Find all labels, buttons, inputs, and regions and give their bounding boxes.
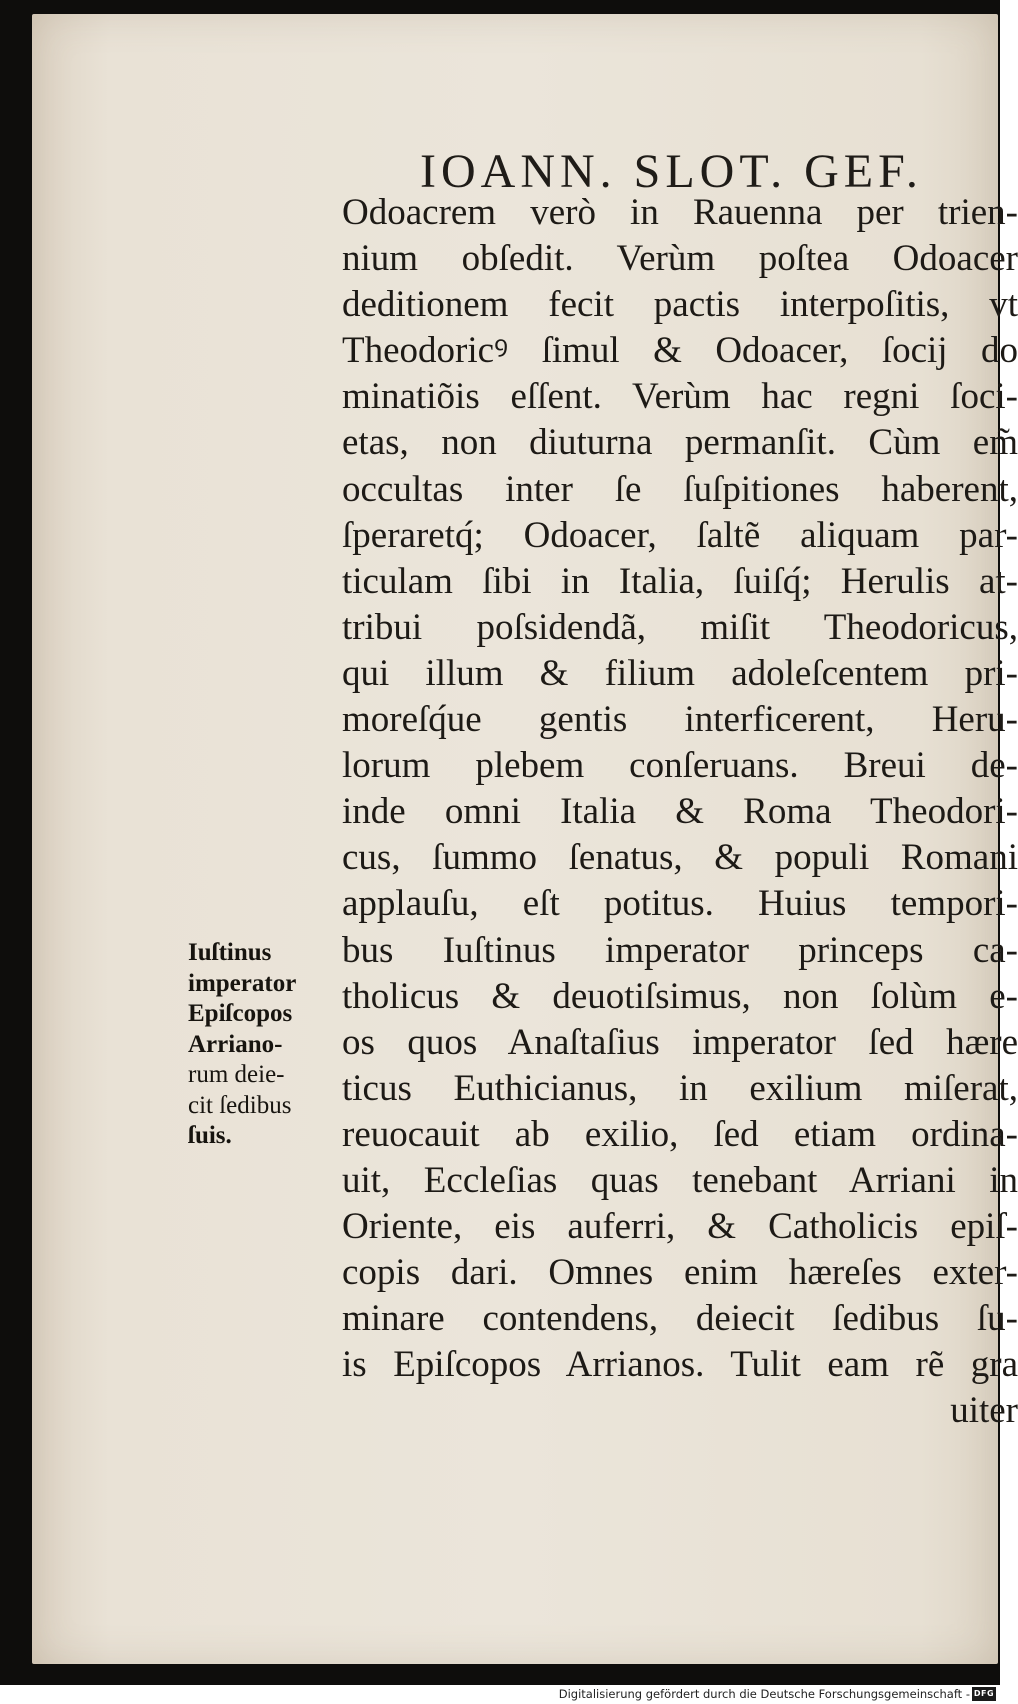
footer-bar xyxy=(0,1685,1000,1704)
body-line: applauſu, eſt potitus. Huius tempori- xyxy=(342,883,1018,925)
marginal-note-line: Epiſcopos xyxy=(188,1000,293,1027)
body-line: etas, non diuturna permanſit. Cùm em̃ xyxy=(342,422,1018,464)
body-line: Oriente, eis auferri, & Catholicis epiſ- xyxy=(342,1206,1018,1248)
body-line: tholicus & deuotiſsimus, non ſolùm e- xyxy=(342,975,1018,1017)
body-line: os quos Anaſtaſius imperator ſed hære xyxy=(342,1021,1018,1063)
body-line: minare contendens, deiecit ſedibus ſu- xyxy=(342,1298,1018,1340)
body-line: nium obſedit. Verùm poſtea Odoacer xyxy=(342,238,1018,280)
marginal-note-line: rum deie- xyxy=(188,1061,285,1088)
marginal-note-line: Iuſtinus xyxy=(188,939,272,966)
book-page xyxy=(32,14,1018,1664)
marginal-note-line: ſuis. xyxy=(188,1122,232,1149)
body-text xyxy=(342,190,1018,1435)
body-line: qui illum & filium adoleſcentem pri- xyxy=(342,652,1018,694)
body-line: Odoacrem verò in Rauenna per trien- xyxy=(342,192,1018,233)
body-line: minatiõis eſſent. Verùm hac regni ſoci- xyxy=(342,376,1018,418)
body-line: cus, ſummo ſenatus, & populi Romani xyxy=(342,837,1018,879)
body-line: ticulam ſibi in Italia, ſuiſq́; Herulis at- xyxy=(342,560,1018,602)
body-line: deditionem fecit pactis interpoſitis, vt xyxy=(342,284,1018,326)
running-head: IOANN. SLOT. GEF. xyxy=(420,145,923,198)
body-line: ticus Euthicianus, in exilium miſerat, xyxy=(342,1067,1018,1109)
marginal-note-line: Arriano- xyxy=(188,1030,283,1058)
marginal-note xyxy=(188,938,338,1152)
body-line: is Epiſcopos Arrianos. Tulit eam rẽ gra xyxy=(342,1344,1018,1386)
marginal-note-line: imperator xyxy=(188,969,297,997)
body-line: inde omni Italia & Roma Theodori- xyxy=(342,791,1018,833)
dfg-logo-icon: DFG xyxy=(972,1687,996,1701)
body-line: Theodoricꝰ ſimul & Odoacer, ſocij do xyxy=(342,330,1018,372)
body-line: lorum plebem conſeruans. Breui de- xyxy=(342,745,1018,787)
body-line: uit, Eccleſias quas tenebant Arriani in xyxy=(342,1159,1018,1201)
body-line: reuocauit ab exilio, ſed etiam ordina- xyxy=(342,1113,1018,1155)
catchword: uiter xyxy=(950,1390,1018,1432)
marginal-note-line: cit ſedibus xyxy=(188,1091,292,1119)
body-line: occultas inter ſe ſuſpitiones haberent, xyxy=(342,468,1018,510)
body-line: tribui poſsidendã, miſit Theodoricus, xyxy=(342,606,1018,648)
funding-credit: Digitalisierung gefördert durch die Deutsche Forschungsgemeinschaft - xyxy=(558,1687,970,1701)
body-line: moreſq́ue gentis interficerent, Heru- xyxy=(342,699,1018,741)
body-line: copis dari. Omnes enim hæreſes exter- xyxy=(342,1252,1018,1294)
body-line: bus Iuſtinus imperator princeps ca- xyxy=(342,929,1018,971)
body-line: ſperaretq́; Odoacer, ſaltẽ aliquam par- xyxy=(342,514,1018,556)
